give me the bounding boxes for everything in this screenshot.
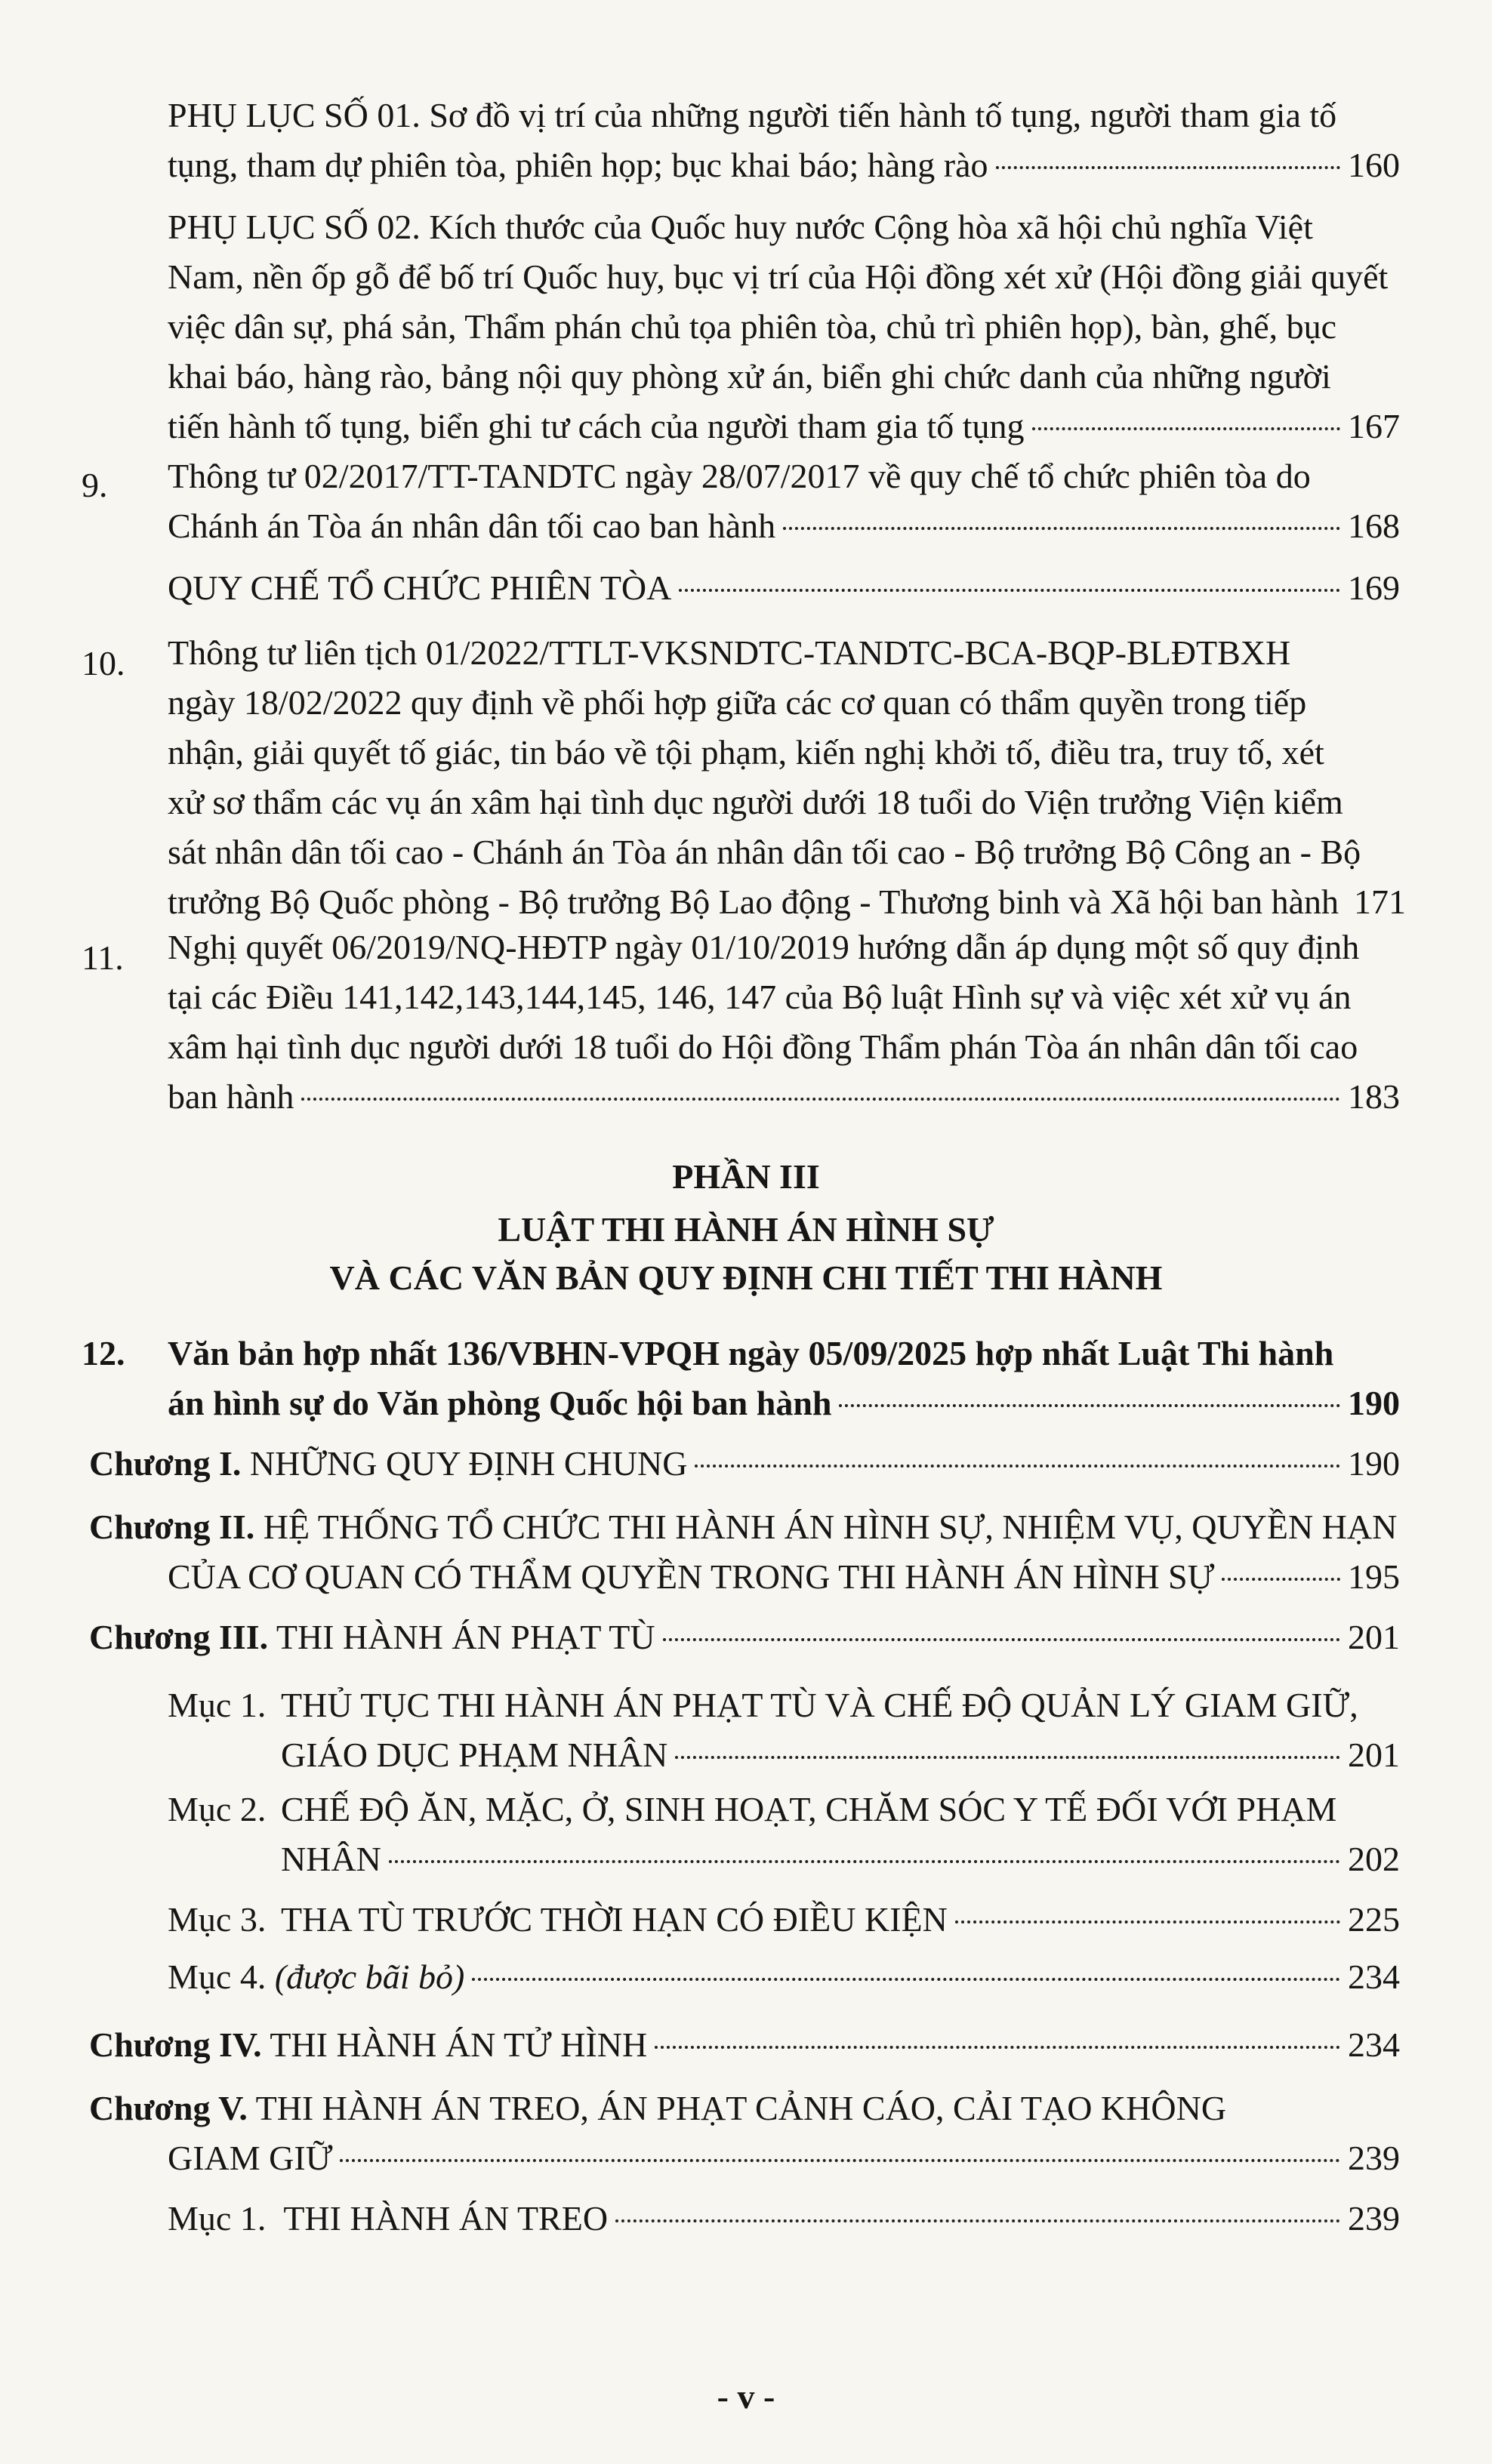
page-number: 195 [1348,1557,1400,1596]
entry-text-line: việc dân sự, phá sản, Thẩm phán chủ tọa phiên tòa, chủ trì phiên họp), bàn, ghế, bục [168,307,1337,346]
page-number: 239 [1348,2199,1400,2238]
toc-entry-chuong-3 [89,1612,1400,1662]
dot-leader [955,1920,1340,1923]
entry-text-line: PHỤ LỤC SỐ 01. Sơ đồ vị trí của những người tiến hành tố tụng, người tham gia tố [168,96,1337,134]
dot-leader [655,2046,1340,2049]
entry-text-line: CỦA CƠ QUAN CÓ THẨM QUYỀN TRONG THI HÀNH ÁN HÌNH SỰ [168,1557,1215,1596]
toc-entry-phu-luc-01 [168,91,1400,190]
toc-entry-muc-3 [281,1895,1400,1945]
page-number: 190 [1348,1444,1400,1483]
page-number: 168 [1348,507,1400,545]
section-label: Mục 3. [168,1900,267,1939]
dot-leader [679,589,1340,592]
entry-number: 11. [82,938,124,977]
dot-leader [839,1404,1340,1407]
entry-text-line: Thông tư 02/2017/TT-TANDTC ngày 28/07/2017 về quy chế tổ chức phiên tòa do [168,457,1311,495]
toc-entry-9 [168,451,1400,551]
entry-text-line: xâm hại tình dục người dưới 18 tuổi do Hội đồng Thẩm phán Tòa án nhân dân tối cao [168,1027,1358,1066]
dot-leader [783,527,1340,530]
toc-entry-chuong-1 [89,1439,1400,1489]
page-number: 160 [1348,146,1400,184]
entry-text-line: GIÁO DỤC PHẠM NHÂN [281,1736,668,1774]
entry-text-line: NHỮNG QUY ĐỊNH CHUNG [249,1444,688,1483]
dot-leader [663,1638,1340,1641]
entry-text-line: THI HÀNH ÁN PHẠT TÙ [276,1618,655,1656]
dot-leader [1032,427,1340,430]
entry-text-line: THA TÙ TRƯỚC THỜI HẠN CÓ ĐIỀU KIỆN [281,1900,948,1939]
entry-text-line: THỦ TỤC THI HÀNH ÁN PHẠT TÙ VÀ CHẾ ĐỘ QUẢN LÝ GIAM GIỮ, [281,1686,1358,1724]
page-number: 239 [1348,2139,1400,2177]
entry-text-line: ban hành [168,1077,294,1116]
entry-text-line: Văn bản hợp nhất 136/VBHN-VPQH ngày 05/09/2025 hợp nhất Luật Thi hành [168,1334,1334,1372]
entry-text-line: THI HÀNH ÁN TỬ HÌNH [270,2025,648,2064]
dot-leader [301,1098,1340,1101]
entry-text-line: Nghị quyết 06/2019/NQ-HĐTP ngày 01/10/2019 hướng dẫn áp dụng một số quy định [168,928,1360,966]
dot-leader [472,1978,1340,1981]
toc-entry-chuong-5-muc-1 [168,2194,1400,2244]
entry-text-line: xử sơ thẩm các vụ án xâm hại tình dục người dưới 18 tuổi do Viện trưởng Viện kiểm [168,783,1343,821]
section-label: Mục 1. [168,1686,267,1724]
page-number: 167 [1348,407,1400,445]
entry-text-line: PHỤ LỤC SỐ 02. Kích thước của Quốc huy nước Cộng hòa xã hội chủ nghĩa Việt [168,208,1313,246]
entry-text-line: khai báo, hàng rào, bảng nội quy phòng xử án, biển ghi chức danh của những người [168,357,1331,396]
entry-text-line: (được bãi bỏ) [274,1957,465,1996]
toc-entry-chuong-5 [89,2084,1400,2183]
dot-leader [389,1860,1340,1863]
page-number: 234 [1348,1957,1400,1996]
chapter-label: Chương II. [89,1508,255,1546]
entry-text-line: THI HÀNH ÁN TREO, ÁN PHẠT CẢNH CÁO, CẢI TẠO KHÔNG [255,2089,1227,2127]
entry-text-line: HỆ THỐNG TỔ CHỨC THI HÀNH ÁN HÌNH SỰ, NHIỆM VỤ, QUYỀN HẠN [263,1508,1398,1546]
entry-number: 10. [82,644,125,682]
entry-text-line: tại các Điều 141,142,143,144,145, 146, 147 của Bộ luật Hình sự và việc xét xử vụ án [168,978,1352,1016]
entry-text-line: tiến hành tố tụng, biển ghi tư cách của người tham gia tố tụng [168,407,1025,445]
section-label: Mục 4. [168,1957,267,1996]
entry-text-line: tụng, tham dự phiên tòa, phiên họp; bục khai báo; hàng rào [168,146,988,184]
entry-text-line: Thông tư liên tịch 01/2022/TTLT-VKSNDTC-TANDTC-BCA-BQP-BLĐTBXH [168,633,1291,672]
toc-entry-quy-che [168,563,1400,613]
toc-entry-muc-2 [281,1785,1400,1884]
part-title: PHẦN III [672,1157,820,1196]
page-number: 234 [1348,2025,1400,2064]
page-number: 201 [1348,1736,1400,1774]
page-footer-number: - v - [717,2377,775,2416]
entry-text-line: án hình sự do Văn phòng Quốc hội ban hành [168,1384,832,1422]
dot-leader [996,166,1340,169]
page-number: 225 [1348,1900,1400,1939]
section-label: Mục 1. [168,2199,267,2238]
entry-number: 9. [82,466,108,504]
chapter-label: Chương I. [89,1444,242,1483]
chapter-label: Chương III. [89,1618,269,1656]
chapter-label: Chương IV. [89,2025,262,2064]
page-number: 201 [1348,1618,1400,1656]
page-number: 169 [1348,568,1400,607]
page-number: 202 [1348,1840,1400,1878]
toc-entry-chuong-2 [89,1502,1400,1602]
entry-text-line: sát nhân dân tối cao - Chánh án Tòa án nhân dân tối cao - Bộ trưởng Bộ Công an - Bộ [168,833,1361,871]
toc-entry-phu-luc-02 [168,202,1400,451]
toc-entry-10 [168,628,1407,927]
page-number: 190 [1348,1384,1400,1422]
entry-text-line: CHẾ ĐỘ ĂN, MẶC, Ở, SINH HOẠT, CHĂM SÓC Y TẾ ĐỐI VỚI PHẠM [281,1790,1337,1828]
dot-leader [675,1756,1340,1759]
dot-leader [695,1465,1340,1468]
section-label: Mục 2. [168,1790,267,1828]
toc-entry-12 [168,1329,1400,1428]
toc-entry-muc-1 [281,1680,1400,1780]
toc-entry-chuong-4 [89,2020,1400,2070]
entry-text-line: trưởng Bộ Quốc phòng - Bộ trưởng Bộ Lao động - Thương binh và Xã hội ban hành [168,882,1339,921]
toc-entry-muc-4 [168,1952,1400,2002]
entry-text-line: Chánh án Tòa án nhân dân tối cao ban hành [168,507,776,545]
entry-text-line: QUY CHẾ TỔ CHỨC PHIÊN TÒA [168,568,672,607]
entry-text-line: Nam, nền ốp gỗ để bố trí Quốc huy, bục vị trí của Hội đồng xét xử (Hội đồng giải quyết [168,257,1389,296]
part-subtitle: VÀ CÁC VĂN BẢN QUY ĐỊNH CHI TIẾT THI HÀNH [329,1258,1163,1297]
entry-text-line: THI HÀNH ÁN TREO [283,2199,609,2238]
dot-leader [340,2159,1340,2162]
chapter-label: Chương V. [89,2089,248,2127]
entry-text-line: ngày 18/02/2022 quy định về phối hợp giữa các cơ quan có thẩm quyền trong tiếp [168,683,1307,722]
entry-number: 12. [82,1334,125,1372]
dot-leader [1222,1578,1340,1581]
part-subtitle: LUẬT THI HÀNH ÁN HÌNH SỰ [498,1210,994,1249]
entry-text-line: nhận, giải quyết tố giác, tin báo về tội phạm, kiến nghị khởi tố, điều tra, truy tố, xét [168,733,1324,772]
dot-leader [615,2219,1340,2222]
page-number: 183 [1348,1077,1400,1116]
entry-text-line: GIAM GIỮ [168,2139,333,2177]
toc-entry-11 [168,922,1400,1122]
entry-text-line: NHÂN [281,1840,381,1878]
page-number: 171 [1354,882,1407,921]
